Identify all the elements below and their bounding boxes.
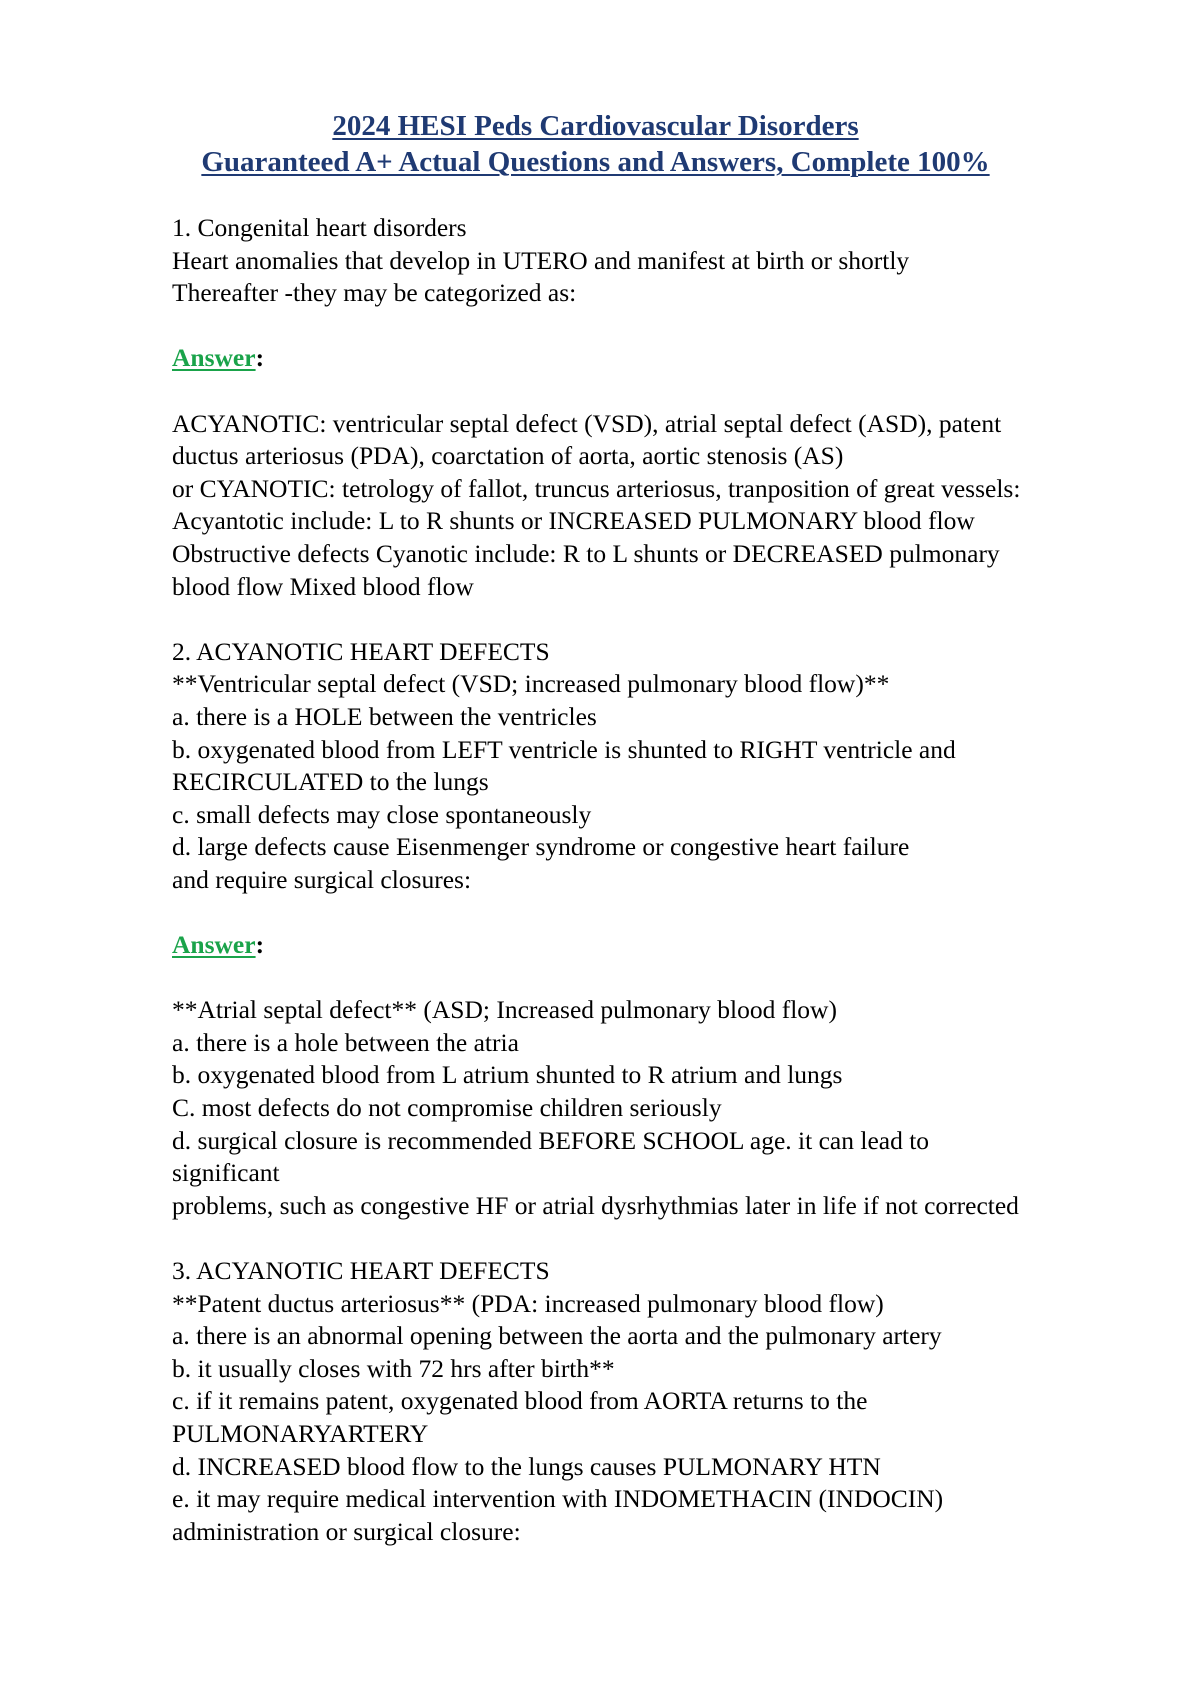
question-line: d. INCREASED blood flow to the lungs causes PULMONARY HTN	[172, 1451, 881, 1481]
answer-line: **Atrial septal defect** (ASD; Increased pulmonary blood flow)	[172, 995, 837, 1025]
question-line: c. small defects may close spontaneously	[172, 799, 592, 829]
answer-line: Obstructive defects Cyanotic include: R to L shunts or DECREASED pulmonary	[172, 538, 1000, 568]
question-3	[172, 1255, 1132, 1548]
answer-line: or CYANOTIC: tetrology of fallot, truncus arteriosus, tranposition of great vessels:	[172, 473, 1021, 503]
answer-line: significant	[172, 1158, 280, 1188]
document-title	[0, 108, 1191, 180]
spacer	[172, 1222, 1132, 1255]
question-line: and require surgical closures:	[172, 864, 472, 894]
spacer	[172, 962, 1132, 995]
question-line: b. oxygenated blood from LEFT ventricle is shunted to RIGHT ventricle and	[172, 734, 956, 764]
answer-colon: :	[255, 343, 265, 373]
title-line-2: Guaranteed A+ Actual Questions and Answers, Complete 100%	[201, 146, 990, 178]
spacer	[172, 310, 1132, 343]
answer-line: C. most defects do not compromise children seriously	[172, 1093, 722, 1123]
question-line: a. there is an abnormal opening between the aorta and the pulmonary artery	[172, 1321, 942, 1351]
answer-word: Answer	[172, 930, 256, 960]
question-line: 3. ACYANOTIC HEART DEFECTS	[172, 1256, 550, 1285]
answer-label	[172, 342, 1132, 375]
question-line: RECIRCULATED to the lungs	[172, 767, 489, 797]
answer-line: Acyantotic include: L to R shunts or INCREASED PULMONARY blood flow	[172, 506, 975, 536]
question-line: e. it may require medical intervention with INDOMETHACIN (INDOCIN)	[172, 1484, 944, 1514]
question-line: d. large defects cause Eisenmenger syndrome or congestive heart failure	[172, 832, 910, 862]
answer-1	[172, 408, 1132, 604]
answer-word: Answer	[172, 343, 256, 373]
question-line: 2. ACYANOTIC HEART DEFECTS	[172, 636, 550, 666]
answer-label	[172, 929, 1132, 962]
answer-colon: :	[255, 930, 265, 960]
question-line: b. it usually closes with 72 hrs after birth**	[172, 1353, 615, 1383]
answer-line: a. there is a hole between the atria	[172, 1027, 519, 1057]
answer-line: blood flow Mixed blood flow	[172, 571, 474, 601]
answer-line: problems, such as congestive HF or atrial dysrhythmias later in life if not corrected	[172, 1190, 1019, 1220]
question-line: **Ventricular septal defect (VSD; increased pulmonary blood flow)**	[172, 669, 890, 699]
spacer	[172, 896, 1132, 929]
title-line-1: 2024 HESI Peds Cardiovascular Disorders	[332, 110, 859, 142]
question-line: c. if it remains patent, oxygenated blood from AORTA returns to the	[172, 1386, 868, 1416]
question-line: Heart anomalies that develop in UTERO and manifest at birth or shortly	[172, 245, 910, 275]
answer-line: ductus arteriosus (PDA), coarctation of aorta, aortic stenosis (AS)	[172, 441, 844, 471]
question-1	[172, 212, 1132, 310]
answer-line: b. oxygenated blood from L atrium shunted to R atrium and lungs	[172, 1060, 843, 1090]
question-line: **Patent ductus arteriosus** (PDA: increased pulmonary blood flow)	[172, 1288, 884, 1318]
answer-line: ACYANOTIC: ventricular septal defect (VSD), atrial septal defect (ASD), patent	[172, 408, 1002, 438]
question-line: administration or surgical closure:	[172, 1516, 521, 1546]
question-line: a. there is a HOLE between the ventricles	[172, 701, 597, 731]
spacer	[172, 375, 1132, 408]
document-body	[172, 212, 1132, 1548]
question-2	[172, 636, 1132, 897]
question-line: Thereafter -they may be categorized as:	[172, 278, 577, 308]
answer-2	[172, 994, 1132, 1222]
question-line: 1. Congenital heart disorders	[172, 213, 467, 242]
spacer	[172, 603, 1132, 636]
question-line: PULMONARYARTERY	[172, 1418, 429, 1448]
answer-line: d. surgical closure is recommended BEFORE SCHOOL age. it can lead to	[172, 1125, 930, 1155]
